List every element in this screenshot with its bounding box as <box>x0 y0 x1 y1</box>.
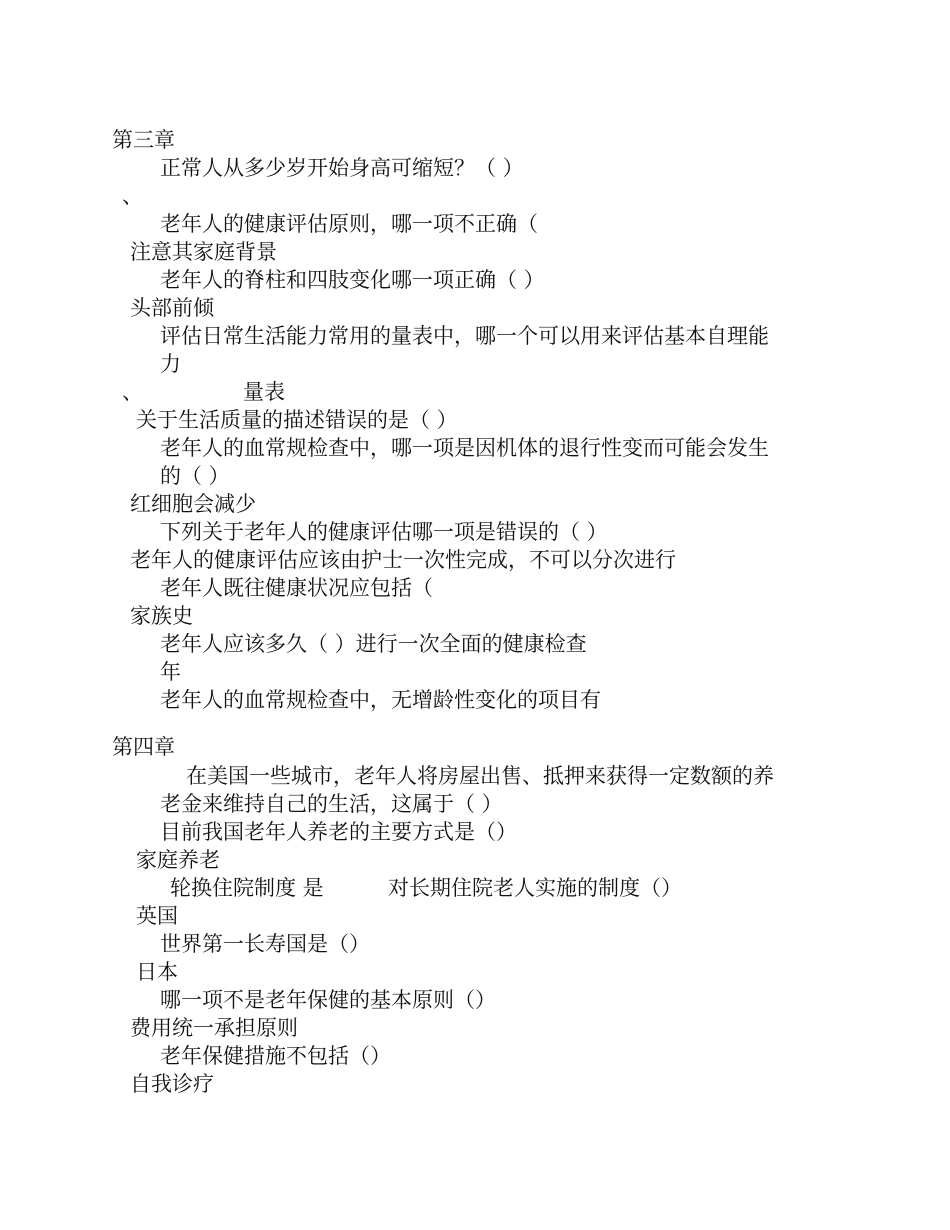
question-continuation: 的（ ） <box>160 464 230 488</box>
answer-line: 年 <box>160 660 181 684</box>
question-line: 关于生活质量的描述错误的是（ ） <box>136 408 458 432</box>
answer-line: 量表 <box>243 380 285 404</box>
question-line: 在美国一些城市，老年人将房屋出售、抵押来获得一定数额的养 <box>186 764 774 788</box>
answer-line: 自我诊疗 <box>130 1072 214 1096</box>
chapter-4-heading: 第四章 <box>112 735 175 759</box>
question-line: 老年人应该多久（ ）进行一次全面的健康检查 <box>160 632 587 656</box>
punctuation-line: 、 <box>122 380 143 404</box>
answer-line: 注意其家庭背景 <box>130 240 277 264</box>
punctuation-line: 、 <box>122 184 143 208</box>
answer-line: 家庭养老 <box>136 848 220 872</box>
answer-line: 英国 <box>136 904 178 928</box>
question-continuation: 力 <box>160 352 181 376</box>
question-line: 世界第一长寿国是（） <box>160 932 370 956</box>
chapter-3-heading: 第三章 <box>112 128 175 152</box>
question-line: 哪一项不是老年保健的基本原则（） <box>160 988 496 1012</box>
answer-line: 老年人的健康评估应该由护士一次性完成，不可以分次进行 <box>130 548 676 572</box>
question-line: 老年人既往健康状况应包括（ <box>160 576 433 600</box>
question-line-part: 轮换住院制度 是 <box>170 876 324 900</box>
question-line: 下列关于老年人的健康评估哪一项是错误的（ ） <box>160 520 608 544</box>
question-line: 老年人的健康评估原则，哪一项不正确（ <box>160 212 538 236</box>
question-line: 老年人的血常规检查中，无增龄性变化的项目有 <box>160 688 601 712</box>
question-line: 正常人从多少岁开始身高可缩短？（ ） <box>160 156 524 180</box>
answer-line: 日本 <box>136 960 178 984</box>
question-line: 老年人的脊柱和四肢变化哪一项正确（ ） <box>160 268 545 292</box>
question-line-part: 对长期住院老人实施的制度（） <box>388 876 682 900</box>
question-continuation: 老金来维持自己的生活，这属于（ ） <box>160 792 503 816</box>
answer-line: 红细胞会减少 <box>130 492 256 516</box>
answer-line: 费用统一承担原则 <box>130 1016 298 1040</box>
question-line: 评估日常生活能力常用的量表中，哪一个可以用来评估基本自理能 <box>160 324 769 348</box>
question-line: 老年人的血常规检查中，哪一项是因机体的退行性变而可能会发生 <box>160 436 769 460</box>
answer-line: 家族史 <box>130 604 193 628</box>
question-line: 目前我国老年人养老的主要方式是（） <box>160 820 517 844</box>
question-line: 老年保健措施不包括（） <box>160 1044 391 1068</box>
answer-line: 头部前倾 <box>130 296 214 320</box>
